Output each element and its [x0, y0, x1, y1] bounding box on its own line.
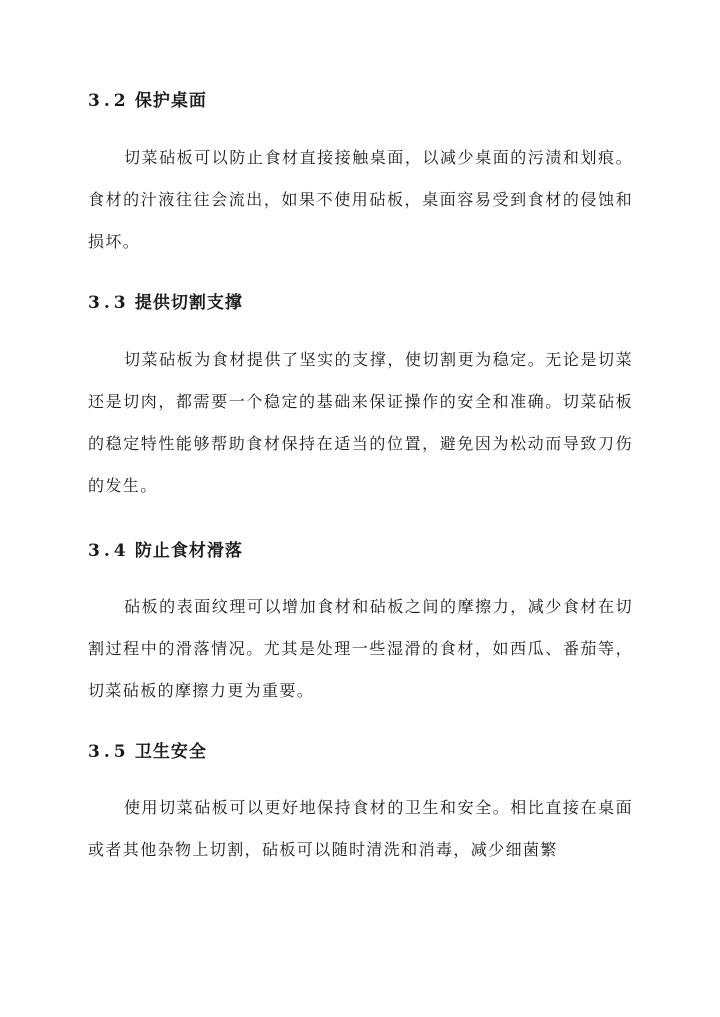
section-number: 3.4: [88, 541, 130, 561]
section-paragraph: 使用切菜砧板可以更好地保持食材的卫生和安全。相比直接在桌面或者其他杂物上切割，砧板可以随时清洗和消毒，减少细菌繁: [88, 798, 633, 859]
section-paragraph: 切菜砧板可以防止食材直接接触桌面，以减少桌面的污渍和划痕。食材的汁液往往会流出，如果不使用砧板，桌面容易受到食材的侵蚀和损坏。: [88, 148, 633, 251]
section-heading-3-5: [88, 741, 207, 763]
section-heading-3-3: [88, 292, 243, 314]
section-title: 提供切割支撑: [134, 293, 243, 313]
section-title: 卫生安全: [134, 742, 207, 762]
section-paragraph: 切菜砧板为食材提供了坚实的支撑，使切割更为稳定。无论是切菜还是切肉，都需要一个稳定的基础来保证操作的安全和准确。切菜砧板的稳定特性能够帮助食材保持在适当的位置，避免因为松动而导致刀伤的发生。: [88, 350, 633, 495]
section-heading-3-2: [88, 90, 207, 112]
section-number: 3.2: [88, 91, 130, 111]
section-paragraph: 砧板的表面纹理可以增加食材和砧板之间的摩擦力，减少食材在切割过程中的滑落情况。尤其是处理一些湿滑的食材，如西瓜、番茄等，切菜砧板的摩擦力更为重要。: [88, 597, 633, 700]
section-title: 防止食材滑落: [134, 541, 243, 561]
section-number: 3.5: [88, 742, 130, 762]
section-title: 保护桌面: [134, 91, 207, 111]
section-heading-3-4: [88, 540, 243, 562]
section-number: 3.3: [88, 293, 130, 313]
